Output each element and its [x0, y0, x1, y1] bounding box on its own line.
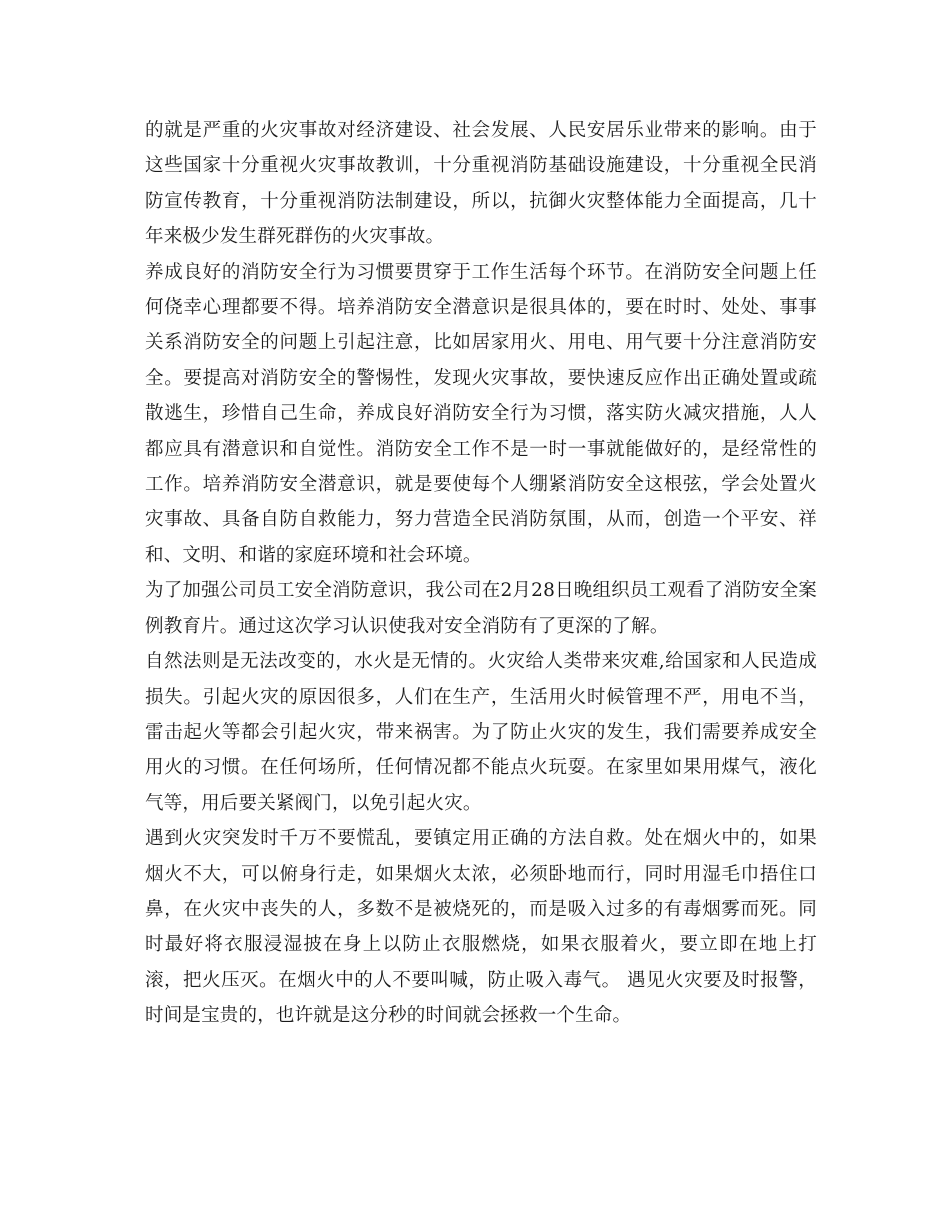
paragraph-safety-habits: 养成良好的消防安全行为习惯要贯穿于工作生活每个环节。在消防安全问题上任何侥幸心理都要不得。培养消防安全潜意识是很具体的，要在时时、处处、事事关系消防安全的问题上引起注意，比如居家用火、用电、用气要十分注意消防安全。要提高对消防安全的警惕性，发现火灾事故，要快速反应作出正确处置或疏散逃生，珍惜自己生命，养成良好消防安全行为习惯，落实防火减灾措施，人人都应具有潜意识和自觉性。消防安全工作不是一时一事就能做好的，是经常性的工作。培养消防安全潜意识，就是要使每个人绷紧消防安全这根弦，学会处置火灾事故、具备自防自救能力，努力营造全民消防氛围，从而，创造一个平安、祥和、文明、和谐的家庭环境和社会环境。 [145, 261, 817, 566]
paragraph-company-training: 为了加强公司员工安全消防意识，我公司在2月28日晚组织员工观看了消防安全案例教育片。通过这次学习认识使我对安全消防有了更深的了解。 [145, 580, 817, 637]
document-body [145, 113, 817, 1034]
paragraph-fire-causes: 自然法则是无法改变的，水火是无情的。火灾给人类带来灾难,给国家和人民造成损失。引起火灾的原因很多，人们在生产，生活用火时候管理不严，用电不当，雷击起火等都会引起火灾，带来祸害。为了防止火灾的发生，我们需要养成安全用火的习惯。在任何场所，任何情况都不能点火玩耍。在家里如果用煤气，液化气等，用后要关紧阀门，以免引起火灾。 [145, 651, 817, 814]
paragraph-self-rescue: 遇到火灾突发时千万不要慌乱，要镇定用正确的方法自救。处在烟火中的，如果烟火不大，可以俯身行走，如果烟火太浓，必须卧地而行，同时用湿毛巾捂住口鼻，在火灾中丧失的人，多数不是被烧死的，而是吸入过多的有毒烟雾而死。同时最好将衣服浸湿披在身上以防止衣服燃烧，如果衣服着火，要立即在地上打滚，把火压灭。在烟火中的人不要叫喊，防止吸入毒气。 遇见火灾要及时报警，时间是宝贵的，也许就是这分秒的时间就会拯救一个生命。 [145, 828, 817, 1027]
paragraph-fire-accidents: 的就是严重的火灾事故对经济建设、社会发展、人民安居乐业带来的影响。由于这些国家十分重视火灾事故教训，十分重视消防基础设施建设，十分重视全民消防宣传教育，十分重视消防法制建设，所以，抗御火灾整体能力全面提高，几十年来极少发生群死群伤的火灾事故。 [145, 120, 817, 248]
